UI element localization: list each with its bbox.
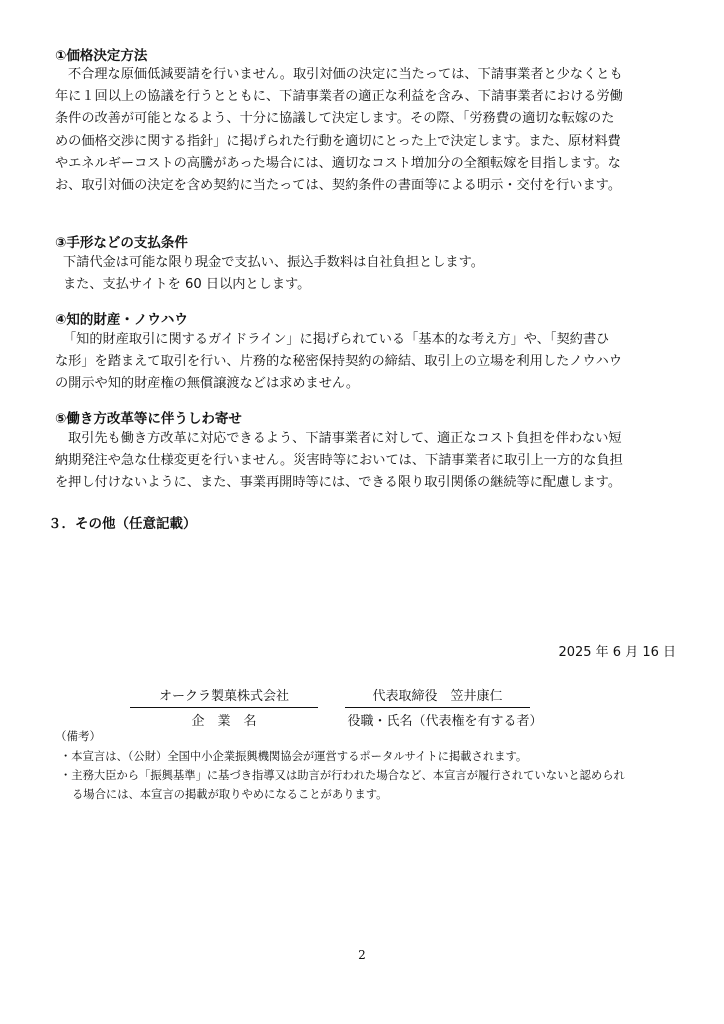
company-name-label: 企 業 名 bbox=[191, 714, 257, 729]
section-heading-other: ３．その他（任意記載） bbox=[48, 516, 197, 532]
note-item-continuation: る場合には、本宣言の掲載が取りやめになることがあります。 bbox=[72, 788, 388, 801]
section-body-price-determination bbox=[55, 64, 680, 197]
paragraph-line: 下請代金は可能な限り現金で支払い、振込手数料は自社負担とします。 bbox=[63, 255, 484, 270]
paragraph-line: 不合理な原価低減要請を行いません。取引対価の決定に当たっては、下請事業者と少なくとも bbox=[68, 67, 623, 82]
section-title-intellectual-property: ④知的財産・ノウハウ bbox=[55, 312, 188, 328]
paragraph-line: 取引先も働き方改革に対応できるよう、下請事業者に対して、適正なコスト負担を伴わない短 bbox=[68, 431, 622, 446]
notes-heading: （備考） bbox=[55, 729, 101, 743]
paragraph-line: 年に１回以上の協議を行うとともに、下請事業者の適正な利益を含み、下請事業者における労働 bbox=[55, 89, 623, 105]
note-item: ・主務大臣から「振興基準」に基づき指導又は助言が行われた場合など、本宣言が履行されていないと認められ bbox=[60, 769, 625, 782]
section-body-work-style-reform bbox=[55, 428, 680, 495]
paragraph-line: やエネルギーコストの高騰があった場合には、適切なコスト増加分の全額転嫁を目指します。な bbox=[55, 155, 621, 171]
section-title-work-style-reform: ⑤働き方改革等に伴うしわ寄せ bbox=[55, 411, 242, 427]
paragraph-line: 納期発注や急な仕様変更を行いません。災害時等においては、下請事業者に取引上一方的な負担 bbox=[55, 453, 623, 469]
note-item: ・本宣言は、（公財）全国中小企業振興機関協会が運営するポータルサイトに掲載されます。 bbox=[60, 750, 528, 763]
paragraph-line: の開示や知的財産権の無償譲渡などは求めません。 bbox=[55, 376, 360, 392]
notes-list bbox=[60, 747, 680, 804]
section-body-payment-terms bbox=[55, 252, 680, 296]
paragraph-line: また、支払サイトを 60 日以内とします。 bbox=[63, 277, 311, 293]
page-number: 2 bbox=[358, 948, 366, 962]
section-title-payment-terms: ③手形などの支払条件 bbox=[55, 235, 188, 251]
paragraph-line: を押し付けないように、また、事業再開時等には、できる限り取引関係の継続等に配慮します。 bbox=[55, 475, 622, 491]
paragraph-line: お、取引対価の決定を含め契約に当たっては、契約条件の書面等による明示・交付を行います。 bbox=[55, 178, 622, 194]
paragraph-line: 条件の改善が可能となるよう、十分に協議して決定します。その際、「労務費の適切な転嫁のた bbox=[55, 111, 615, 127]
paragraph-line: な形」を踏まえて取引を行い、片務的な秘密保持契約の締結、取引上の立場を利用したノウハウ bbox=[55, 354, 623, 370]
paragraph-line: 「知的財産取引に関するガイドライン」に掲げられている「基本的な考え方」や、「契約書ひ bbox=[63, 332, 610, 347]
company-name-field: オークラ製菓株式会社 bbox=[130, 688, 318, 708]
representative-label: 役職・氏名（代表権を有する者） bbox=[347, 714, 543, 729]
declaration-date: 2025 年 6 月 16 日 bbox=[558, 645, 676, 660]
representative-field: 代表取締役 笠井康仁 bbox=[345, 688, 530, 708]
section-body-intellectual-property bbox=[55, 329, 680, 396]
paragraph-line: めの価格交渉に関する指針」に掲げられた行動を適切にとった上で決定します。また、原材料費 bbox=[55, 133, 621, 149]
section-title-price-determination: ①価格決定方法 bbox=[55, 48, 148, 64]
